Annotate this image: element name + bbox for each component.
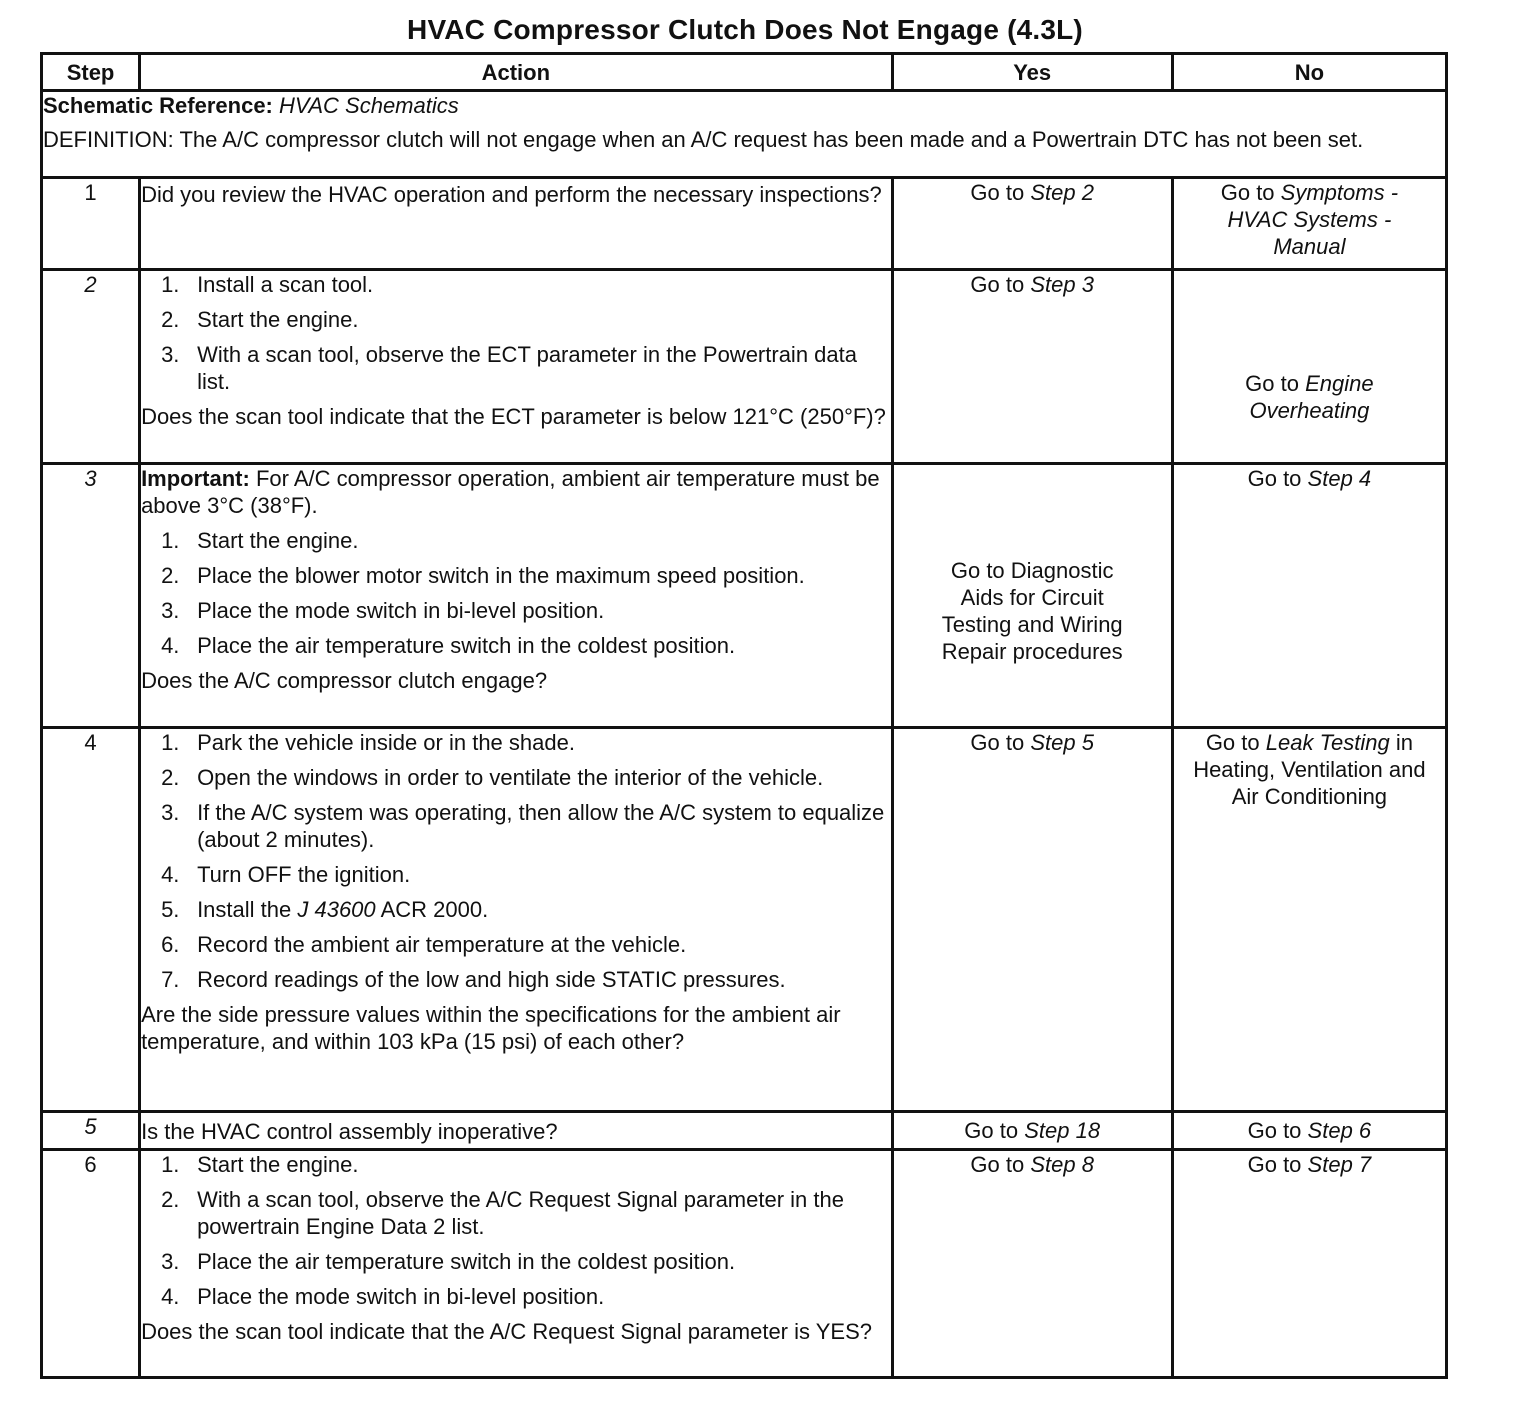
yes-cell — [892, 270, 1172, 464]
procedure-item: 4. Place the mode switch in bi-level position. — [161, 1284, 605, 1309]
step-question: Did you review the HVAC operation and perform the necessary inspections? — [141, 182, 882, 207]
important-label: Important: — [141, 466, 250, 491]
action-cell — [140, 178, 893, 270]
schematic-reference — [43, 92, 1445, 119]
tool-reference[interactable]: J 43600 — [297, 897, 376, 922]
procedure-item: 3. Place the mode switch in bi-level position. — [161, 598, 605, 623]
no-suffix: in Heating, Ventilation and Air Conditioning — [1193, 730, 1426, 809]
table-row — [42, 270, 1447, 464]
action-cell — [140, 464, 893, 728]
schematic-reference-label: Schematic Reference: — [43, 93, 273, 118]
procedure-item: 5. Install the J 43600 ACR 2000. — [161, 897, 489, 922]
yes-cell — [892, 1150, 1172, 1378]
procedure-item: 6. Record the ambient air temperature at the vehicle. — [161, 932, 687, 957]
no-link[interactable]: Engine Overheating — [1249, 370, 1374, 423]
yes-link[interactable]: Step 3 — [1030, 272, 1094, 297]
no-cell — [1172, 178, 1446, 270]
no-prefix: Go to — [1247, 1118, 1302, 1143]
no-link[interactable]: Leak Testing — [1265, 730, 1390, 755]
yes-link[interactable]: Go to Diagnostic Aids for Circuit Testing and Wiring Repair procedures — [941, 557, 1123, 664]
diagnostic-table — [40, 52, 1448, 1379]
procedure-list — [141, 527, 891, 659]
no-link[interactable]: Step 7 — [1307, 1152, 1372, 1177]
procedure-item: 2. Place the blower motor switch in the maximum speed position. — [161, 563, 805, 588]
step-number: 4 — [42, 728, 140, 1112]
yes-link[interactable]: Step 8 — [1030, 1152, 1094, 1177]
yes-link[interactable]: Step 5 — [1030, 730, 1094, 755]
step-question: Does the scan tool indicate that the A/C Request Signal parameter is YES? — [141, 1319, 872, 1344]
table-row — [42, 178, 1447, 270]
important-text: For A/C compressor operation, ambient air temperature must be above 3°C (38°F). — [141, 466, 880, 518]
no-link[interactable]: Step 4 — [1307, 466, 1372, 491]
procedure-item: 7. Record readings of the low and high side STATIC pressures. — [161, 967, 786, 992]
step-number: 3 — [42, 464, 140, 728]
procedure-item: 2. Start the engine. — [161, 307, 359, 332]
definition-text: DEFINITION: The A/C compressor clutch will not engage when an A/C request has been made and a Powertrain DTC has not been set. — [43, 127, 1364, 152]
procedure-list — [141, 271, 891, 395]
step-question: Does the A/C compressor clutch engage? — [141, 668, 548, 693]
column-header-action: Action — [140, 54, 893, 91]
yes-prefix: Go to — [964, 1118, 1019, 1143]
column-header-step: Step — [42, 54, 140, 91]
step-number: 6 — [42, 1150, 140, 1378]
action-cell — [140, 1112, 893, 1150]
yes-cell — [892, 464, 1172, 728]
step-question: Does the scan tool indicate that the ECT parameter is below 121°C (250°F)? — [141, 404, 886, 429]
procedure-item: 4. Turn OFF the ignition. — [161, 862, 411, 887]
yes-prefix: Go to — [970, 1152, 1025, 1177]
yes-prefix: Go to — [970, 180, 1025, 205]
procedure-item: 2. With a scan tool, observe the A/C Request Signal parameter in the powertrain Engine Data 2 list. — [161, 1187, 844, 1239]
no-cell — [1172, 1112, 1446, 1150]
step-question: Is the HVAC control assembly inoperative? — [141, 1119, 558, 1144]
procedure-item: 3. Place the air temperature switch in the coldest position. — [161, 1249, 736, 1274]
action-cell — [140, 1150, 893, 1378]
no-link[interactable]: Step 6 — [1307, 1118, 1372, 1143]
procedure-item: 1. Install a scan tool. — [161, 272, 374, 297]
important-note — [141, 465, 891, 519]
procedure-item: 2. Open the windows in order to ventilate the interior of the vehicle. — [161, 765, 824, 790]
table-row — [42, 1150, 1447, 1378]
no-prefix: Go to — [1205, 730, 1260, 755]
procedure-item: 1. Start the engine. — [161, 1152, 359, 1177]
yes-link[interactable]: Step 18 — [1024, 1118, 1101, 1143]
schematic-reference-link[interactable]: HVAC Schematics — [279, 93, 459, 118]
action-cell — [140, 270, 893, 464]
procedure-item: 3. With a scan tool, observe the ECT parameter in the Powertrain data list. — [161, 342, 857, 394]
procedure-item: 1. Start the engine. — [161, 528, 359, 553]
no-link[interactable]: Symptoms - HVAC Systems - Manual — [1227, 180, 1399, 259]
page-title: HVAC Compressor Clutch Does Not Engage (4.3L) — [407, 14, 1083, 45]
no-prefix: Go to — [1247, 1152, 1302, 1177]
yes-link[interactable]: Step 2 — [1030, 180, 1094, 205]
no-prefix: Go to — [1220, 180, 1275, 205]
no-cell — [1172, 464, 1446, 728]
procedure-list — [141, 1151, 891, 1310]
table-row — [42, 464, 1447, 728]
column-header-yes: Yes — [892, 54, 1172, 91]
no-cell — [1172, 1150, 1446, 1378]
procedure-list — [141, 729, 891, 993]
no-cell — [1172, 270, 1446, 464]
step-question: Are the side pressure values within the specifications for the ambient air temperature, and within 103 kPa (15 psi) of each other? — [141, 1002, 841, 1054]
table-row — [42, 728, 1447, 1112]
no-prefix: Go to — [1245, 370, 1299, 396]
yes-cell — [892, 1112, 1172, 1150]
procedure-item: 3. If the A/C system was operating, then allow the A/C system to equalize (about 2 minutes). — [161, 800, 885, 852]
column-header-no: No — [1172, 54, 1446, 91]
yes-cell — [892, 178, 1172, 270]
yes-prefix: Go to — [970, 730, 1025, 755]
step-number: 5 — [42, 1112, 140, 1150]
header-row — [42, 54, 1447, 91]
step-number: 2 — [42, 270, 140, 464]
schematic-reference-cell — [42, 91, 1447, 178]
step-number: 1 — [42, 178, 140, 270]
action-cell — [140, 728, 893, 1112]
no-prefix: Go to — [1247, 466, 1302, 491]
no-cell — [1172, 728, 1446, 1112]
table-row — [42, 1112, 1447, 1150]
procedure-item: 1. Park the vehicle inside or in the shade. — [161, 730, 575, 755]
yes-cell — [892, 728, 1172, 1112]
procedure-item: 4. Place the air temperature switch in the coldest position. — [161, 633, 736, 658]
schematic-reference-row — [42, 91, 1447, 178]
yes-prefix: Go to — [970, 272, 1025, 297]
